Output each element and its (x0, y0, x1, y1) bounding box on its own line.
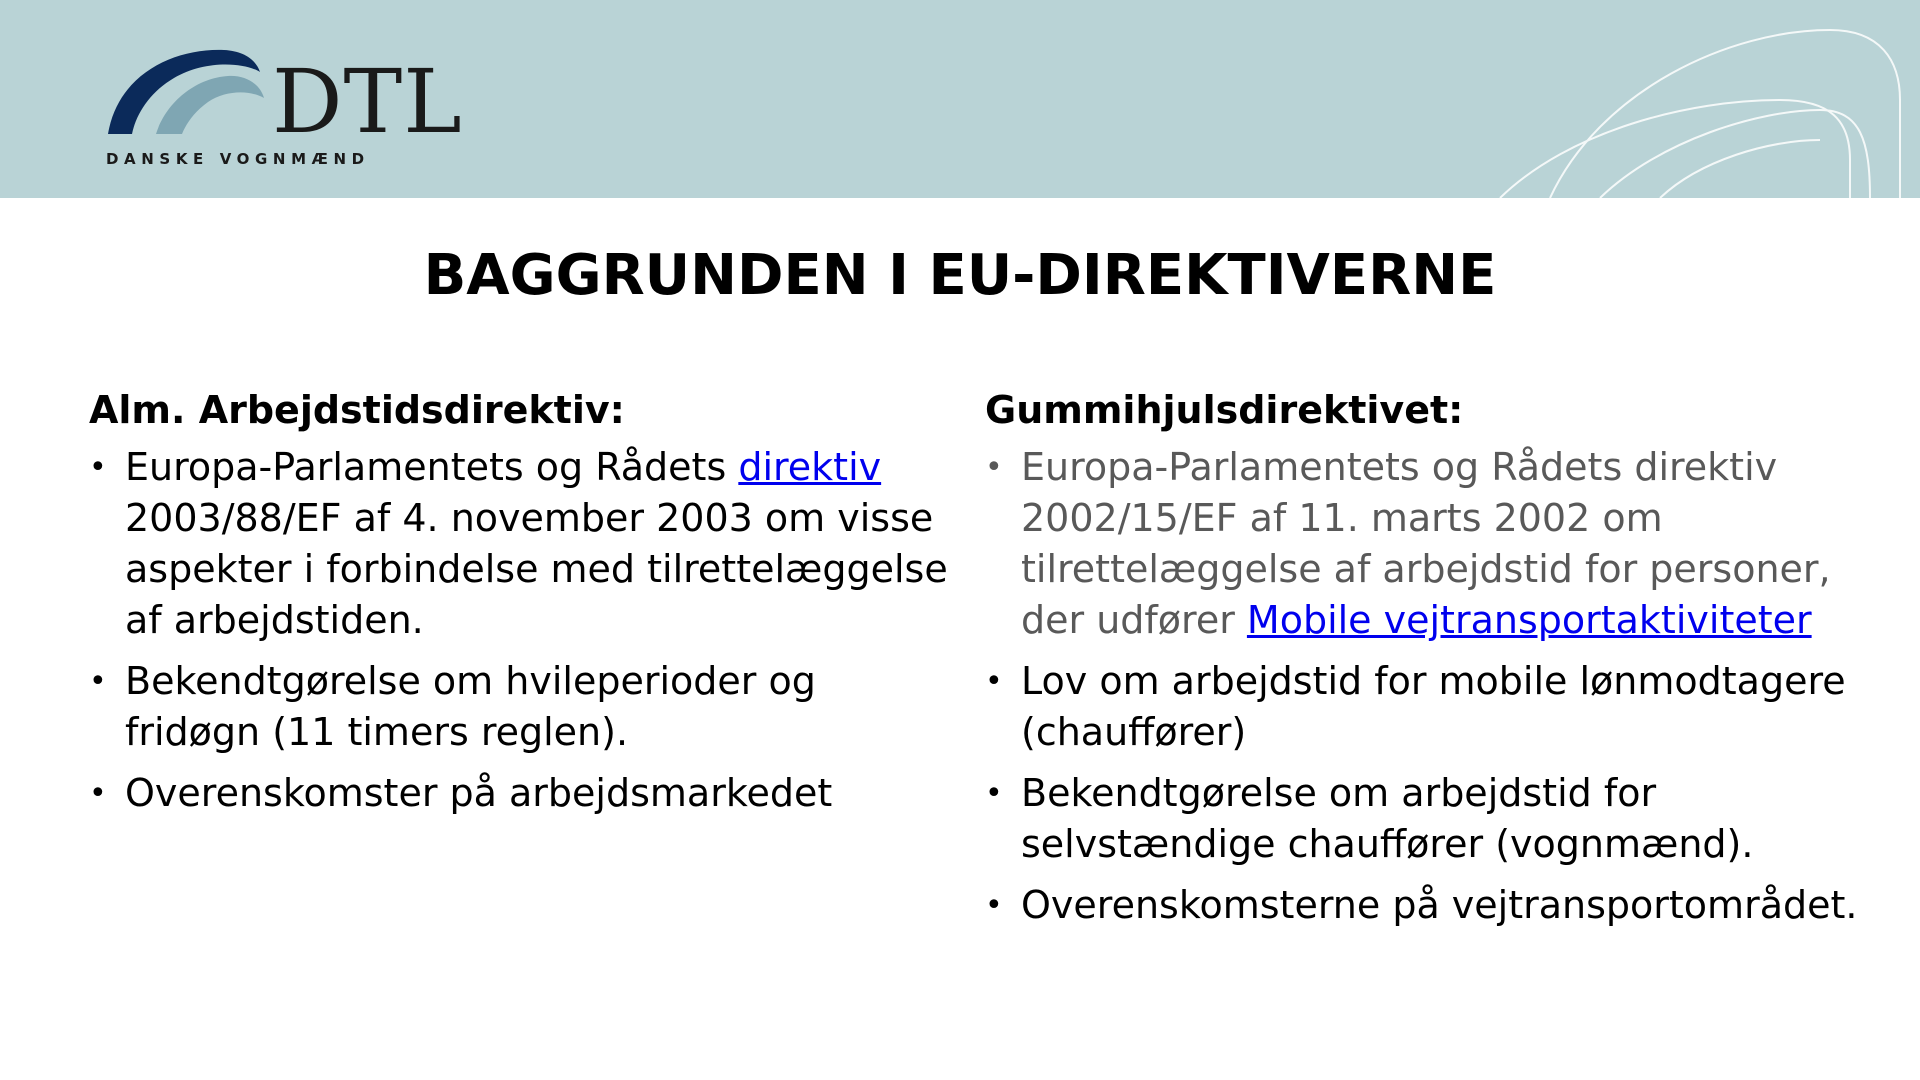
slide-title: BAGGRUNDEN I EU-DIREKTIVERNE (423, 243, 1497, 308)
bullet-icon: • (985, 664, 1003, 699)
bullet-icon: • (985, 776, 1003, 811)
right-column (985, 384, 1885, 941)
list-item-text: Bekendtgørelse om hvileperioder og fridøgn (11 timers reglen). (125, 659, 816, 754)
bullet-icon: • (89, 776, 107, 811)
list-item (89, 656, 949, 758)
list-item-text: Overenskomster på arbejdsmarkedet (125, 771, 833, 815)
list-item (985, 880, 1885, 931)
bullet-icon: • (985, 450, 1003, 485)
list-item-text: Europa-Parlamentets og Rådets (125, 445, 739, 489)
right-column-heading: Gummihjulsdirektivet: (985, 388, 1464, 432)
mobile-vejtransport-link[interactable]: Mobile vejtransportaktiviteter (1246, 598, 1812, 642)
list-item (985, 656, 1885, 758)
list-item (89, 442, 949, 646)
list-item-text: Lov om arbejdstid for mobile lønmodtagere (chauffører) (1021, 659, 1846, 754)
list-item-text: Europa-Parlamentets og Rådets direktiv 2002/15/EF af 11. marts 2002 om tilrettelæggelse af arbejdstid for personer, der udfører (1021, 445, 1831, 642)
bullet-icon: • (89, 664, 107, 699)
list-item-text: Overenskomsterne på vejtransportområdet. (1021, 883, 1858, 927)
dtl-swoosh-icon (104, 44, 274, 140)
right-bullet-list (985, 442, 1885, 931)
logo-wordmark: DTL (272, 50, 463, 153)
decorative-arcs-icon (1400, 0, 1920, 198)
list-item (985, 442, 1885, 646)
left-bullet-list (89, 442, 949, 819)
bullet-icon: • (985, 888, 1003, 923)
dtl-logo (104, 44, 464, 174)
list-item-text: Bekendtgørelse om arbejdstid for selvstændige chauffører (vognmænd). (1021, 771, 1754, 866)
bullet-icon: • (89, 450, 107, 485)
direktiv-link[interactable]: direktiv (738, 445, 882, 489)
list-item (89, 768, 949, 819)
list-item-text: 2003/88/EF af 4. november 2003 om visse aspekter i forbindelse med tilrettelæggelse af arbejdstiden. (125, 496, 948, 642)
header-band (0, 0, 1920, 198)
list-item (985, 768, 1885, 870)
left-column-heading: Alm. Arbejdstidsdirektiv: (89, 388, 625, 432)
logo-tagline: DANSKE VOGNMÆND (106, 150, 370, 168)
left-column (89, 384, 949, 829)
